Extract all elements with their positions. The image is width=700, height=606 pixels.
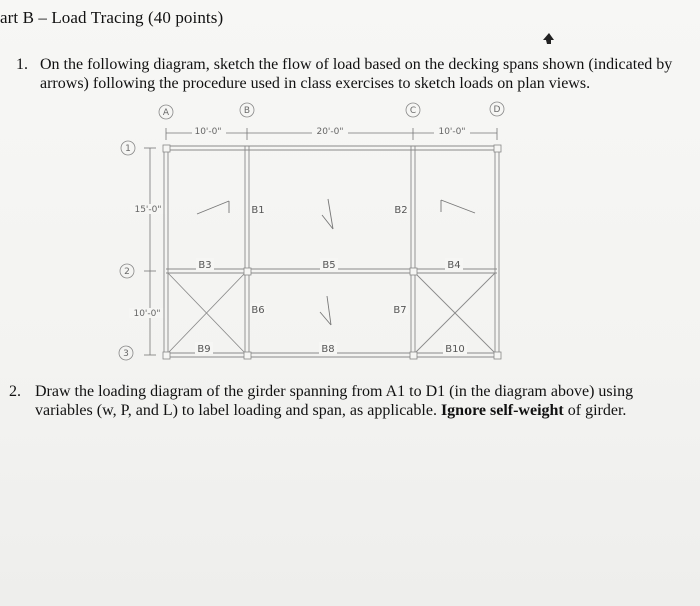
decking-span-arrow	[441, 200, 475, 213]
question-2	[9, 382, 694, 420]
svg-text:B: B	[243, 106, 251, 116]
beam-label-b4: B4	[447, 260, 461, 271]
svg-text:3: 3	[123, 349, 129, 359]
cursor-arrow-icon	[543, 33, 554, 44]
beam-label-b1: B1	[251, 205, 265, 216]
grid-bubble-a	[159, 105, 173, 119]
part-title: art B – Load Tracing (40 points)	[0, 8, 224, 27]
question-2-text	[35, 382, 694, 420]
question-2-emphasis: Ignore self-weight	[440, 402, 564, 419]
grid-bubble-b	[240, 103, 254, 117]
beam-label-b5: B5	[322, 260, 336, 271]
framing	[164, 146, 499, 357]
beam-label-b8: B8	[321, 344, 335, 355]
question-2-number: 2.	[9, 383, 21, 400]
question-1-text: On the following diagram, sketch the flow of load based on the decking spans shown (indicated by arrows) following the procedure used in class exercises to sketch loads on plan views.	[40, 56, 673, 92]
svg-text:1: 1	[125, 144, 131, 154]
beam-label-b10: B10	[445, 344, 465, 355]
svg-text:D: D	[493, 105, 501, 115]
beam-label-b6: B6	[251, 305, 265, 316]
grid-bubble-3	[119, 346, 133, 360]
dimension-label: 10'-0"	[133, 309, 161, 319]
decking-span-arrow	[320, 296, 331, 325]
decking-span-arrow	[322, 199, 333, 229]
svg-text:C: C	[409, 106, 417, 116]
dimension-line-left	[144, 148, 156, 355]
grid-bubble-c	[406, 103, 420, 117]
decking-span-arrow	[197, 201, 229, 214]
beam-label-b7: B7	[393, 305, 407, 316]
beam-label-b9: B9	[197, 344, 211, 355]
beam-label-b3: B3	[198, 260, 212, 271]
columns	[163, 145, 501, 359]
question-2-text-end: of girder.	[567, 402, 627, 419]
question-2-text-main: Draw the loading diagram of the girder spanning from A1 to D1 (in the diagram above) using variables (w, P, and L) to label loading and span, as applicable.	[35, 383, 634, 419]
grid-bubble-2	[120, 264, 134, 278]
grid-bubble-1	[121, 141, 135, 155]
grid-bubble-d	[490, 102, 504, 116]
dimension-label: 10'-0"	[438, 127, 466, 137]
svg-text:2: 2	[124, 267, 130, 277]
svg-text:A: A	[162, 108, 170, 118]
dimension-label: 15'-0"	[134, 205, 162, 215]
dimension-label: 20'-0"	[316, 127, 344, 137]
dimension-label: 10'-0"	[194, 127, 222, 137]
beam-label-b2: B2	[394, 205, 408, 216]
question-1-number: 1.	[16, 56, 28, 73]
